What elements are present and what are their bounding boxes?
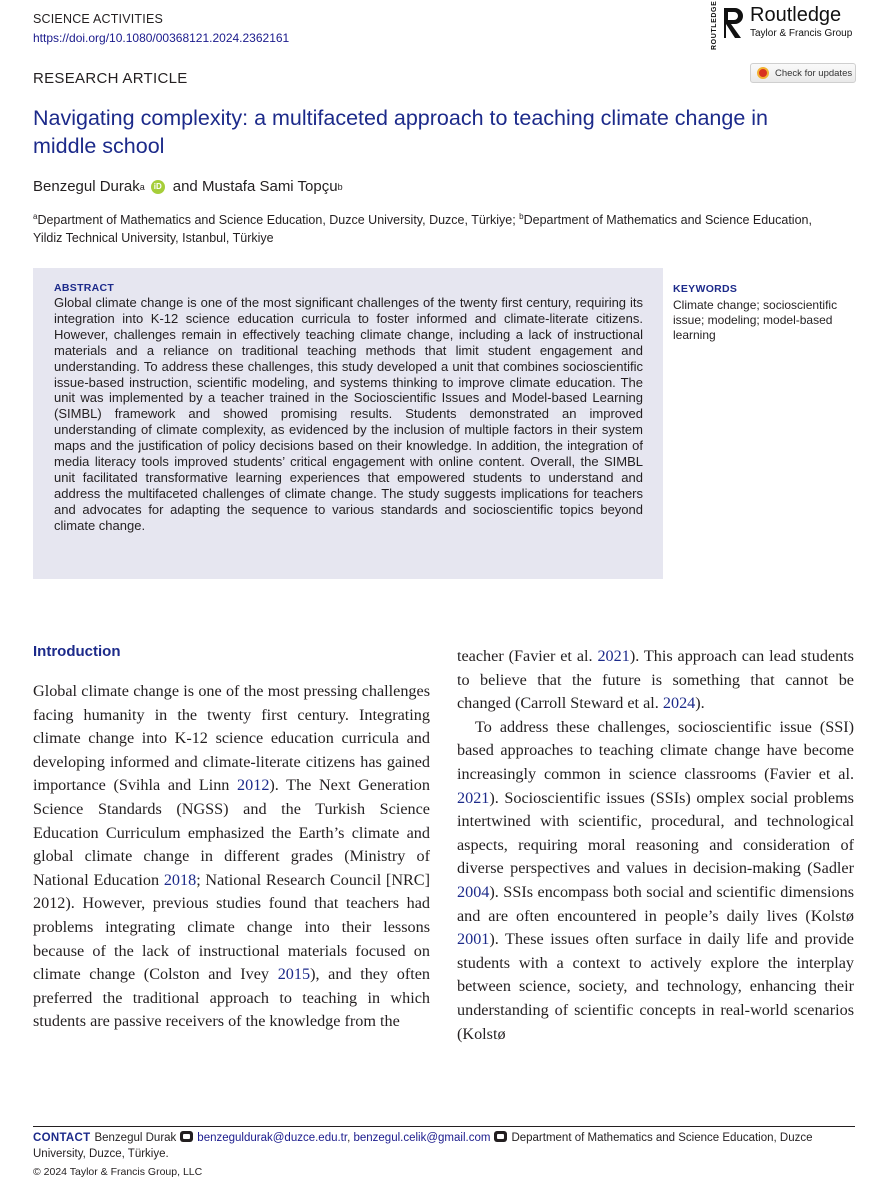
publisher-logo[interactable] bbox=[709, 0, 869, 50]
keywords-text: Climate change; socioscientific issue; modeling; model-based learning bbox=[673, 298, 838, 342]
author-name[interactable]: Benzegul Durak bbox=[33, 178, 140, 195]
body-column-right bbox=[457, 645, 854, 1046]
email-link[interactable]: benzeguldurak@duzce.edu.tr bbox=[197, 1132, 348, 1144]
citation-link[interactable]: 2004 bbox=[457, 882, 490, 901]
abstract-text: Global climate change is one of the most significant challenges of the twenty first century, requiring its integration into K-12 science education curricula to foster informed and climate-literate citizens. However, challenges remain in effectively teaching climate change, including a lack of instructional materials and a reliance on traditional teaching methods that limit student engagement and understanding. To address these challenges, this study developed a unit that combines socioscientific issue-based instruction, scientific modeling, and systems thinking to improve climate education. The unit was implemented by a teacher trained in the Socioscientific Issues and Model-based Learning (SIMBL) framework and showed promising results. Students demonstrated an improved understanding of climate complexity, as evidenced by the inclusion of multiple factors in their system maps and the justification of policy decisions based on their knowledge. In addition, the integration of media literacy tools improved students’ critical engagement with online content. Overall, the SIMBL unit facilitated transformative learning experiences that empowered students to understand and address the multifaceted challenges of climate change. The study suggests implications for teachers and advocates for adapting the sequence to various standards and socioscientific topics beyond climate change. bbox=[54, 295, 643, 533]
copyright: © 2024 Taylor & Francis Group, LLC bbox=[33, 1166, 203, 1178]
check-for-updates-label: Check for updates bbox=[775, 67, 853, 79]
check-for-updates-button[interactable] bbox=[750, 63, 856, 83]
contact-name: Benzegul Durak bbox=[94, 1132, 177, 1144]
logo-vertical-text: ROUTLEDGE bbox=[711, 0, 718, 50]
email-link[interactable]: benzegul.celik@gmail.com bbox=[353, 1132, 491, 1144]
email-icon bbox=[180, 1131, 193, 1142]
paragraph: Global climate change is one of the most pressing challenges facing humanity in the twenty first century. Integrating climate change into K-12 science education curricula and developing informed and climate-literate citizens has gained importance (Svihla and Linn 2012). The Next Generation Science Standards (NGSS) and the Turkish Science Education Curriculum emphasized the Earth’s climate and global climate change in different grades (Ministry of National Education 2018; National Research Council [NRC] 2012). However, previous studies found that teachers had problems integrating climate change into their lessons because of the lack of instructional materials focused on climate change (Colston and Ivey 2015), and they often preferred the traditional approach to teaching in which students are passive receivers of the knowledge from the bbox=[33, 682, 430, 1031]
article-type: RESEARCH ARTICLE bbox=[33, 70, 188, 87]
crossmark-icon bbox=[757, 67, 769, 79]
author-name[interactable]: and Mustafa Sami Topçu bbox=[172, 178, 338, 195]
address-icon bbox=[494, 1131, 507, 1142]
orcid-icon[interactable]: iD bbox=[151, 180, 165, 194]
publisher-subtitle: Taylor & Francis Group bbox=[750, 28, 853, 39]
contact-info: CONTACT Benzegul Durak benzeguldurak@duzce.edu.tr, benzegul.celik@gmail.com Department of Mathematics and Science Education, Duzce University, Duzce, Türkiye. bbox=[33, 1132, 813, 1160]
doi-link[interactable]: https://doi.org/10.1080/00368121.2024.2362161 bbox=[33, 31, 290, 45]
article-title: Navigating complexity: a multifaceted approach to teaching climate change in middle school bbox=[33, 106, 768, 158]
journal-name: SCIENCE ACTIVITIES bbox=[33, 12, 164, 26]
affiliation-b: Department of Mathematics and Science Education, Yildiz Technical University, Istanbul, Türkiye bbox=[33, 213, 812, 245]
section-heading-introduction: Introduction bbox=[33, 643, 121, 660]
affiliation-marker: b bbox=[519, 211, 524, 221]
keywords-heading: KEYWORDS bbox=[673, 283, 738, 295]
contact-label: CONTACT bbox=[33, 1132, 91, 1144]
affiliation-a: Department of Mathematics and Science Education, Duzce University, Duzce, Türkiye; bbox=[37, 213, 520, 227]
citation-link[interactable]: 2015 bbox=[277, 965, 311, 984]
paragraph: teacher (Favier et al. 2021). This approach can lead students to believe that the future is something that cannot be changed (Carroll Steward et al. 2024). bbox=[457, 647, 854, 713]
citation-link[interactable]: 2021 bbox=[457, 788, 490, 807]
abstract-heading: ABSTRACT bbox=[54, 282, 115, 294]
publisher-name: Routledge bbox=[750, 4, 842, 26]
citation-link[interactable]: 2018 bbox=[163, 870, 197, 889]
affiliation-marker: a bbox=[33, 211, 38, 221]
body-column-left bbox=[33, 680, 430, 1034]
affiliations bbox=[33, 211, 843, 247]
routledge-mark-icon bbox=[722, 6, 744, 40]
citation-link[interactable]: 2021 bbox=[597, 647, 630, 665]
footer-divider bbox=[33, 1126, 855, 1127]
contact-address: Department of Mathematics and Science Education, Duzce University, Duzce, Türkiye. bbox=[33, 1132, 813, 1160]
citation-link[interactable]: 2024 bbox=[662, 694, 696, 713]
author-list: Benzegul Durak a iD and Mustafa Sami Topçu b bbox=[33, 178, 343, 195]
abstract-box bbox=[33, 268, 663, 579]
paragraph: To address these challenges, socioscientific issue (SSI) based approaches to teaching climate change have become increasingly common in science classrooms (Favier et al. 2021). Socioscientific issues (SSIs) omplex social problems intertwined with scientific, procedural, and technological aspects, requiring moral reasoning and consideration of diverse perspectives and values in decision-making (Sadler 2004). SSIs encompass both social and scientific dimensions and are often encountered in people’s daily lives (Kolstø 2001). These issues often surface in daily life and provide students with a context to actively explore the interplay between science, society, and technology, enhancing their understanding of scientific concepts in real-world scenarios (Kolstø bbox=[457, 717, 854, 1043]
citation-link[interactable]: 2012 bbox=[237, 776, 270, 795]
citation-link[interactable]: 2001 bbox=[457, 930, 490, 949]
